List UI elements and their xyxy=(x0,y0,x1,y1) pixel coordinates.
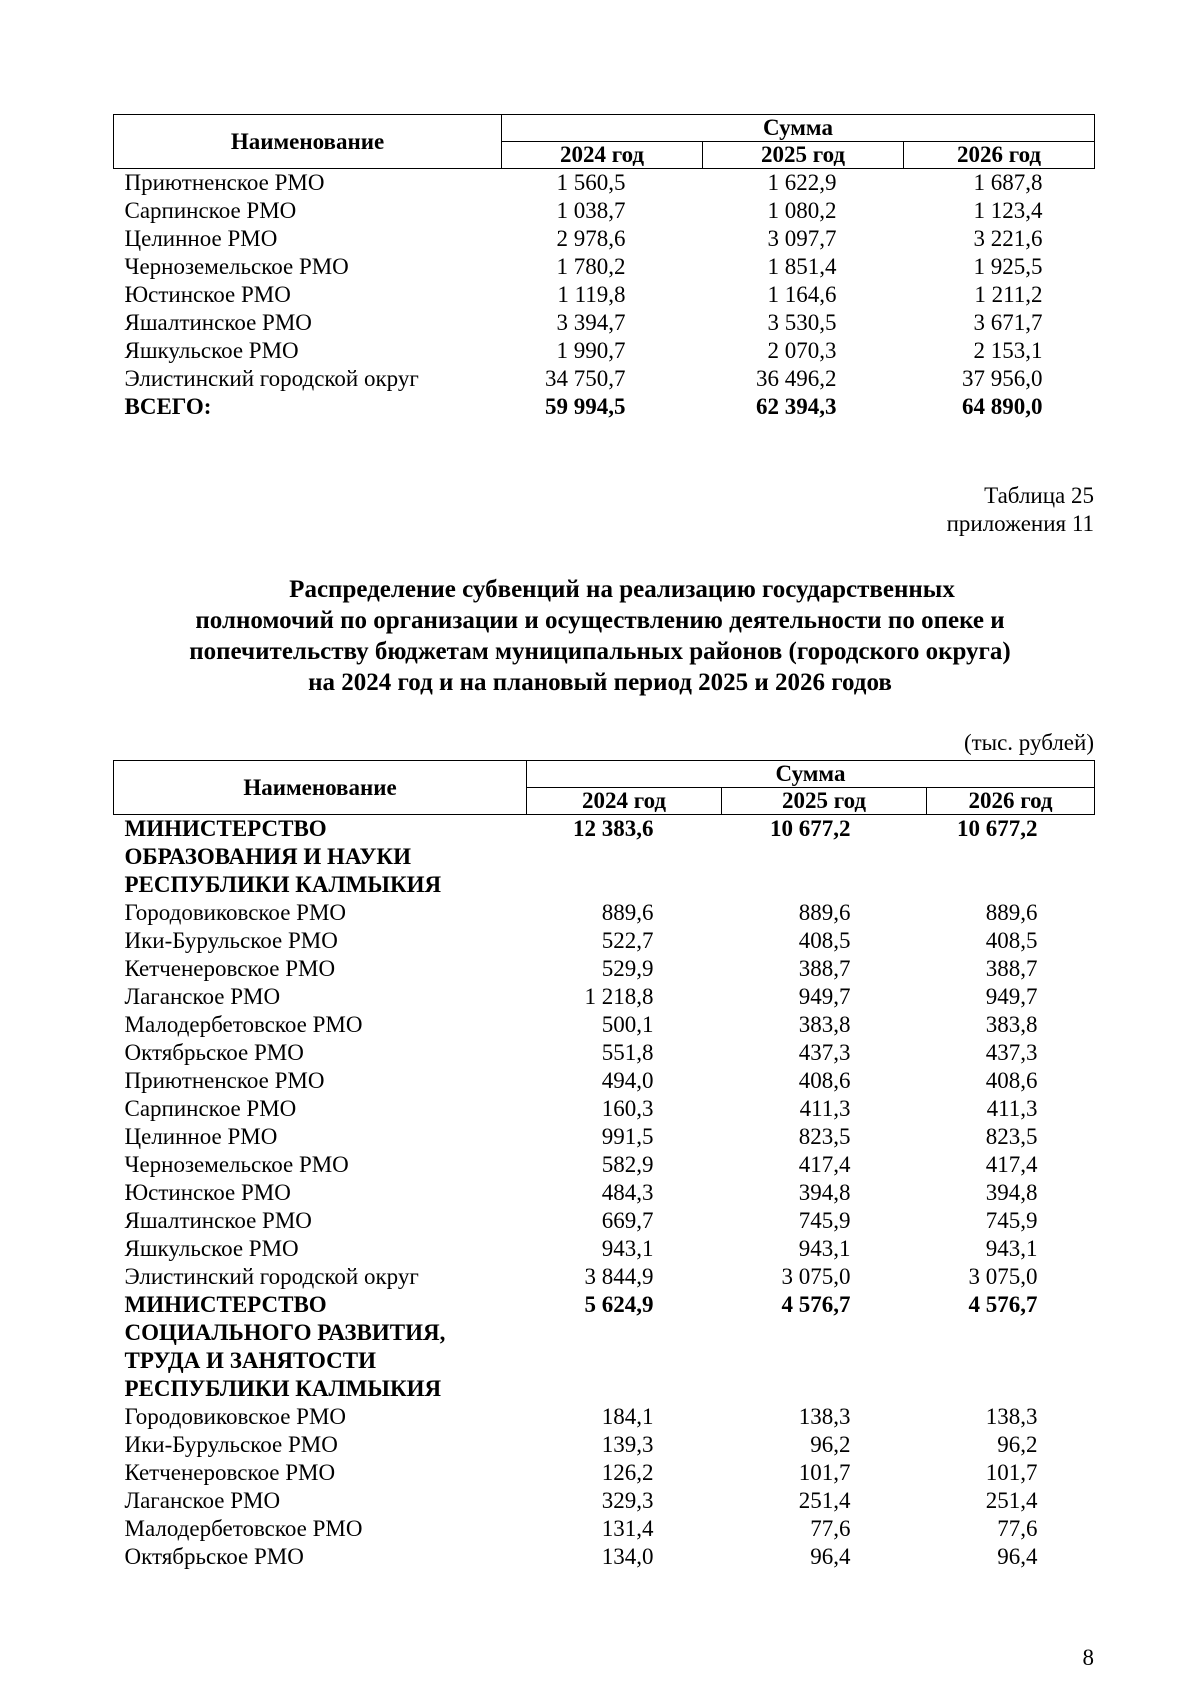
title-line: полномочий по организации и осуществлению деятельности по опеке и xyxy=(195,607,1005,634)
value-2026: 1 925,5 xyxy=(973,254,1043,279)
value-2025: 138,3 xyxy=(798,1404,851,1429)
value-2025: 3 530,5 xyxy=(767,310,837,335)
table-row xyxy=(114,281,1095,309)
value-2025: 62 394,3 xyxy=(756,394,837,419)
value-2025: 1 851,4 xyxy=(767,254,837,279)
value-2025: 943,1 xyxy=(798,1236,851,1261)
table-row xyxy=(114,1039,1095,1067)
row-name: Приютненское РМО xyxy=(124,1068,325,1093)
value-2024: 5 624,9 xyxy=(584,1292,654,1317)
table-row xyxy=(114,1179,1095,1207)
value-2025: 3 075,0 xyxy=(781,1264,851,1289)
column-header-2025: 2025 год xyxy=(722,788,927,815)
value-2025: 823,5 xyxy=(798,1124,851,1149)
value-2025: 388,7 xyxy=(798,956,851,981)
value-2025: 2 070,3 xyxy=(767,338,837,363)
row-name: ТРУДА И ЗАНЯТОСТИ xyxy=(124,1348,376,1373)
value-2025: 4 576,7 xyxy=(781,1292,851,1317)
value-2025 xyxy=(722,843,927,871)
value-2024: 184,1 xyxy=(601,1404,654,1429)
row-name: РЕСПУБЛИКИ КАЛМЫКИЯ xyxy=(124,872,442,897)
value-2026: 1 211,2 xyxy=(974,282,1043,307)
row-name: МИНИСТЕРСТВО xyxy=(124,816,327,841)
value-2024: 12 383,6 xyxy=(573,816,654,841)
column-header-name: Наименование xyxy=(114,761,527,815)
value-2026: 2 153,1 xyxy=(973,338,1043,363)
row-name: Яшкульское РМО xyxy=(124,338,299,363)
value-2024: 484,3 xyxy=(601,1180,654,1205)
value-2026 xyxy=(927,1319,1095,1347)
row-name: Лаганское РМО xyxy=(124,984,281,1009)
table-row xyxy=(114,899,1095,927)
value-2026: 3 075,0 xyxy=(968,1264,1038,1289)
value-2024 xyxy=(527,871,722,899)
value-2024: 160,3 xyxy=(601,1096,654,1121)
value-2026 xyxy=(927,871,1095,899)
table-row xyxy=(114,337,1095,365)
value-2026: 3 671,7 xyxy=(973,310,1043,335)
value-2026: 101,7 xyxy=(985,1460,1038,1485)
row-name: Сарпинское РМО xyxy=(124,198,297,223)
title-line: на 2024 год и на плановый период 2025 и 2026 годов xyxy=(308,669,892,696)
value-2025: 383,8 xyxy=(798,1012,851,1037)
value-2025 xyxy=(722,1375,927,1403)
value-2024: 131,4 xyxy=(601,1516,654,1541)
table-row xyxy=(114,225,1095,253)
value-2025: 889,6 xyxy=(798,900,851,925)
table-row xyxy=(114,1151,1095,1179)
title-line: Распределение субвенций на реализацию государственных xyxy=(289,576,955,603)
value-2024: 500,1 xyxy=(601,1012,654,1037)
table-row xyxy=(114,1403,1095,1431)
table-body xyxy=(114,169,1095,422)
value-2026: 1 687,8 xyxy=(973,170,1043,195)
table-number: Таблица 25 xyxy=(984,483,1094,508)
row-name: Городовиковское РМО xyxy=(124,1404,347,1429)
value-2024 xyxy=(527,1347,722,1375)
value-2025 xyxy=(722,871,927,899)
row-name: Целинное РМО xyxy=(124,1124,278,1149)
value-2026: 64 890,0 xyxy=(962,394,1043,419)
value-2025: 3 097,7 xyxy=(767,226,837,251)
value-2026: 96,2 xyxy=(997,1432,1038,1457)
value-2024: 551,8 xyxy=(601,1040,654,1065)
table-row xyxy=(114,955,1095,983)
row-name: Черноземельское РМО xyxy=(124,1152,349,1177)
value-2026: 37 956,0 xyxy=(962,366,1043,391)
value-2024: 1 560,5 xyxy=(556,170,626,195)
row-name: Юстинское РМО xyxy=(124,1180,291,1205)
value-2025: 251,4 xyxy=(798,1488,851,1513)
value-2025: 411,3 xyxy=(799,1096,851,1121)
table-body xyxy=(114,815,1095,1572)
value-2026: 4 576,7 xyxy=(968,1292,1038,1317)
table-row xyxy=(114,197,1095,225)
table-row xyxy=(114,1123,1095,1151)
table-caption xyxy=(947,482,1094,538)
value-2026: 138,3 xyxy=(985,1404,1038,1429)
value-2024: 522,7 xyxy=(601,928,654,953)
value-2026: 417,4 xyxy=(985,1152,1038,1177)
table-row xyxy=(114,169,1095,198)
column-header-sum: Сумма xyxy=(502,115,1095,142)
value-2025: 96,2 xyxy=(810,1432,851,1457)
table-row xyxy=(114,1263,1095,1291)
value-2025: 437,3 xyxy=(798,1040,851,1065)
table-row xyxy=(114,1291,1095,1319)
value-2024: 329,3 xyxy=(601,1488,654,1513)
value-2025 xyxy=(722,1319,927,1347)
value-2026: 394,8 xyxy=(985,1180,1038,1205)
row-name: Октябрьское РМО xyxy=(124,1544,304,1569)
row-name: МИНИСТЕРСТВО xyxy=(124,1292,327,1317)
value-2025: 745,9 xyxy=(798,1208,851,1233)
value-2026: 3 221,6 xyxy=(973,226,1043,251)
table-row xyxy=(114,1207,1095,1235)
value-2025 xyxy=(722,1347,927,1375)
units-label: (тыс. рублей) xyxy=(963,730,1094,755)
row-name: ВСЕГО: xyxy=(124,394,212,419)
value-2024: 1 990,7 xyxy=(556,338,626,363)
budget-table-main xyxy=(113,760,1095,1571)
row-name: Яшалтинское РМО xyxy=(124,310,312,335)
table-row xyxy=(114,1459,1095,1487)
row-name: Ики-Бурульское РМО xyxy=(124,928,338,953)
value-2024: 943,1 xyxy=(601,1236,654,1261)
table-row xyxy=(114,1319,1095,1347)
value-2026: 96,4 xyxy=(997,1544,1038,1569)
table-row xyxy=(114,1235,1095,1263)
value-2026: 1 123,4 xyxy=(973,198,1043,223)
row-name: ОБРАЗОВАНИЯ И НАУКИ xyxy=(124,844,411,869)
row-name: Элистинский городской округ xyxy=(124,366,419,391)
row-name: Яшкульское РМО xyxy=(124,1236,299,1261)
table-row xyxy=(114,871,1095,899)
column-header-2024: 2024 год xyxy=(527,788,722,815)
value-2025: 96,4 xyxy=(810,1544,851,1569)
value-2025: 394,8 xyxy=(798,1180,851,1205)
row-name: Элистинский городской округ xyxy=(124,1264,419,1289)
budget-table-top xyxy=(113,114,1095,421)
value-2025: 949,7 xyxy=(798,984,851,1009)
value-2026 xyxy=(927,1375,1095,1403)
value-2024: 991,5 xyxy=(601,1124,654,1149)
table-row xyxy=(114,1543,1095,1571)
row-name: Ики-Бурульское РМО xyxy=(124,1432,338,1457)
value-2024: 134,0 xyxy=(601,1544,654,1569)
table-row xyxy=(114,1347,1095,1375)
value-2026 xyxy=(927,843,1095,871)
column-header-2025: 2025 год xyxy=(703,142,904,169)
row-name: Кетченеровское РМО xyxy=(124,956,336,981)
table-row xyxy=(114,1515,1095,1543)
column-header-sum: Сумма xyxy=(527,761,1095,788)
table-row xyxy=(114,393,1095,421)
value-2024: 1 218,8 xyxy=(584,984,654,1009)
value-2024: 3 394,7 xyxy=(556,310,626,335)
value-2026: 251,4 xyxy=(985,1488,1038,1513)
value-2025: 101,7 xyxy=(798,1460,851,1485)
row-name: СОЦИАЛЬНОГО РАЗВИТИЯ, xyxy=(124,1320,446,1345)
value-2024: 1 780,2 xyxy=(556,254,626,279)
row-name: Целинное РМО xyxy=(124,226,278,251)
value-2025: 1 622,9 xyxy=(767,170,837,195)
table-row xyxy=(114,253,1095,281)
table-row xyxy=(114,815,1095,844)
value-2026: 943,1 xyxy=(985,1236,1038,1261)
appendix-ref: приложения 11 xyxy=(946,511,1094,536)
row-name: Яшалтинское РМО xyxy=(124,1208,312,1233)
column-header-2024: 2024 год xyxy=(502,142,703,169)
column-header-2026: 2026 год xyxy=(904,142,1095,169)
value-2026: 388,7 xyxy=(985,956,1038,981)
table-row xyxy=(114,1487,1095,1515)
value-2025: 408,5 xyxy=(798,928,851,953)
value-2024: 2 978,6 xyxy=(556,226,626,251)
table-row xyxy=(114,1095,1095,1123)
row-name: Юстинское РМО xyxy=(124,282,291,307)
value-2024 xyxy=(527,843,722,871)
row-name: Малодербетовское РМО xyxy=(124,1012,363,1037)
value-2026: 408,5 xyxy=(985,928,1038,953)
value-2026: 10 677,2 xyxy=(957,816,1038,841)
value-2024: 669,7 xyxy=(601,1208,654,1233)
value-2025: 77,6 xyxy=(810,1516,851,1541)
value-2025: 1 164,6 xyxy=(767,282,837,307)
row-name: Октябрьское РМО xyxy=(124,1040,304,1065)
table-row xyxy=(114,843,1095,871)
value-2026 xyxy=(927,1347,1095,1375)
value-2024: 3 844,9 xyxy=(584,1264,654,1289)
row-name: Сарпинское РМО xyxy=(124,1096,297,1121)
value-2026: 408,6 xyxy=(985,1068,1038,1093)
document-title xyxy=(0,574,1200,698)
table-row xyxy=(114,309,1095,337)
value-2026: 889,6 xyxy=(985,900,1038,925)
table-row xyxy=(114,1375,1095,1403)
value-2026: 745,9 xyxy=(985,1208,1038,1233)
value-2024: 1 038,7 xyxy=(556,198,626,223)
table-row xyxy=(114,365,1095,393)
value-2024: 582,9 xyxy=(601,1152,654,1177)
value-2024 xyxy=(527,1319,722,1347)
row-name: Приютненское РМО xyxy=(124,170,325,195)
row-name: Городовиковское РМО xyxy=(124,900,347,925)
table-row xyxy=(114,927,1095,955)
value-2025: 10 677,2 xyxy=(770,816,851,841)
value-2025: 408,6 xyxy=(798,1068,851,1093)
value-2026: 949,7 xyxy=(985,984,1038,1009)
value-2024: 34 750,7 xyxy=(545,366,626,391)
value-2024: 529,9 xyxy=(601,956,654,981)
value-2024: 1 119,8 xyxy=(557,282,626,307)
value-2024: 139,3 xyxy=(601,1432,654,1457)
value-2024: 494,0 xyxy=(601,1068,654,1093)
value-2024: 126,2 xyxy=(601,1460,654,1485)
table-row xyxy=(114,1067,1095,1095)
value-2025: 1 080,2 xyxy=(767,198,837,223)
value-2024 xyxy=(527,1375,722,1403)
value-2026: 383,8 xyxy=(985,1012,1038,1037)
value-2026: 823,5 xyxy=(985,1124,1038,1149)
value-2026: 437,3 xyxy=(985,1040,1038,1065)
row-name: РЕСПУБЛИКИ КАЛМЫКИЯ xyxy=(124,1376,442,1401)
value-2026: 77,6 xyxy=(997,1516,1038,1541)
title-line: попечительству бюджетам муниципальных районов (городского округа) xyxy=(189,638,1011,665)
row-name: Лаганское РМО xyxy=(124,1488,281,1513)
value-2024: 889,6 xyxy=(601,900,654,925)
value-2024: 59 994,5 xyxy=(545,394,626,419)
column-header-name: Наименование xyxy=(114,115,502,169)
value-2026: 411,3 xyxy=(986,1096,1038,1121)
value-2025: 417,4 xyxy=(798,1152,851,1177)
table-row xyxy=(114,1431,1095,1459)
row-name: Малодербетовское РМО xyxy=(124,1516,363,1541)
value-2025: 36 496,2 xyxy=(756,366,837,391)
column-header-2026: 2026 год xyxy=(927,788,1095,815)
page-number: 8 xyxy=(1082,1645,1094,1670)
table-row xyxy=(114,1011,1095,1039)
table-row xyxy=(114,983,1095,1011)
row-name: Кетченеровское РМО xyxy=(124,1460,336,1485)
row-name: Черноземельское РМО xyxy=(124,254,349,279)
